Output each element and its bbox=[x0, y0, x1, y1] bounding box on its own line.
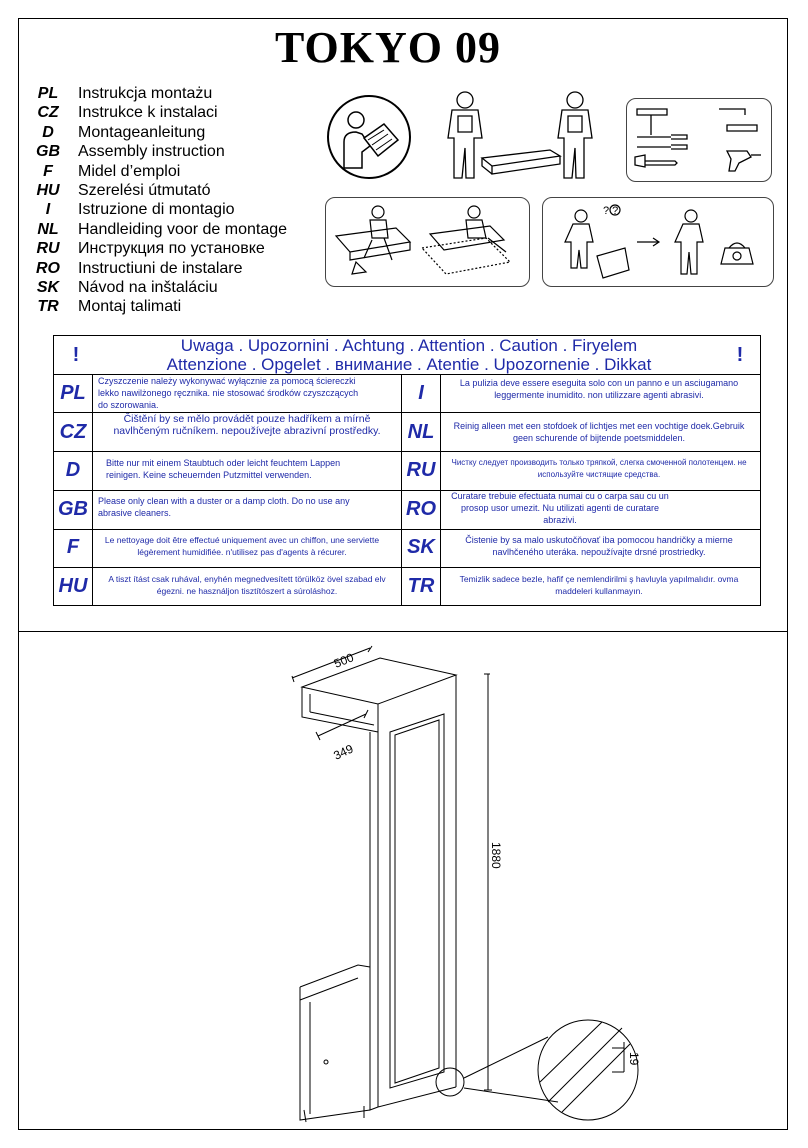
height-dimension: 1880 bbox=[489, 842, 503, 869]
row-text: Temizlik sadece bezle, hafif çe nemlendirilmi ş havluyla yapılmalıdır. ovma maddeleri kullanmayın. bbox=[459, 574, 739, 596]
row-text: Reinig alleen met een stofdoek of lichtjes met een vochtige doek.Gebruik geen schurende of bijtende poetsmiddelen. bbox=[453, 420, 745, 443]
detail-dimension: 19 bbox=[627, 1052, 641, 1066]
row-text: La pulizia deve essere eseguita solo con un panno e un asciugamano leggermente inumidito. non utilizzare agenti abrasivi. bbox=[459, 378, 739, 400]
row-code: CZ bbox=[59, 420, 87, 443]
warning-line-1: Uwaga . Upozornini . Achtung . Attention . Caution . Firyelem bbox=[180, 336, 638, 355]
language-code: PL bbox=[37, 85, 59, 102]
warning-header bbox=[54, 336, 760, 375]
row-text: Čištění by se mělo provádět pouze hadříkem a mírně navlhčeným ručníkem. nepoužívejte abrazivní prostředky. bbox=[113, 412, 381, 438]
warning-row bbox=[54, 374, 760, 413]
row-code: TR bbox=[407, 575, 435, 597]
language-label: Montageanleitung bbox=[78, 123, 206, 141]
row-text: Чистку следует производить только тряпкой, слегка смоченной полотенцем. не используйте чистящие средства. bbox=[451, 458, 747, 480]
floor-protection-icon bbox=[326, 198, 529, 286]
language-label: Szerelési útmutató bbox=[78, 181, 211, 199]
language-code: RU bbox=[36, 240, 60, 258]
language-code: HU bbox=[36, 181, 60, 199]
row-text: A tiszt ítást csak ruhával, enyhén megnedvesített törülköz övel szabad elv égezni. ne használjon tisztítószert a súroláshoz. bbox=[108, 574, 386, 596]
row-code: NL bbox=[407, 420, 435, 443]
warning-row bbox=[54, 451, 760, 490]
row-text: Please only clean with a duster or a damp cloth. Do no use any abrasive cleaners. bbox=[98, 495, 350, 518]
language-code: CZ bbox=[37, 104, 59, 122]
language-code: I bbox=[45, 201, 51, 219]
row-code: PL bbox=[60, 382, 86, 404]
language-code: SK bbox=[36, 278, 60, 296]
warning-row bbox=[54, 413, 760, 452]
row-text: Bitte nur mit einem Staubtuch oder leicht feuchtem Lappen reinigen. Keine scheuernden Putzmittel verwenden. bbox=[106, 458, 341, 481]
language-code: F bbox=[43, 162, 53, 180]
language-label: Assembly instruction bbox=[78, 143, 225, 161]
floor-protection-panel bbox=[325, 197, 530, 287]
language-label: Návod na inštaláciu bbox=[78, 278, 218, 296]
depth-dimension: 349 bbox=[331, 741, 356, 763]
language-label: Instructiuni de instalare bbox=[78, 259, 243, 277]
language-label: Instrukce k instalaci bbox=[78, 104, 218, 122]
row-text: Curatare trebuie efectuata numai cu o carpa sau cu un prosop usor umezit. Nu utilizati agenti de curatare abrazivi. bbox=[451, 490, 669, 525]
svg-text:? ?: ? ? bbox=[603, 205, 619, 217]
tools-panel bbox=[626, 98, 772, 182]
read-instructions-icon bbox=[326, 94, 412, 180]
language-label: Инструкция по установке bbox=[78, 240, 265, 258]
tools-icon bbox=[627, 99, 771, 181]
language-label: Handleiding voor de montage bbox=[78, 220, 288, 238]
warning-row bbox=[54, 567, 760, 606]
row-code: SK bbox=[407, 536, 435, 559]
width-dimension: 500 bbox=[331, 650, 356, 671]
row-code: D bbox=[65, 459, 81, 482]
help-panel bbox=[542, 197, 774, 287]
row-text: Čistenie by sa malo uskutočňovať iba pomocou handričky a mierne navlhčeného uteráka. nepoužívajte drsné prostriedky. bbox=[465, 535, 733, 558]
exclamation-icon: ! bbox=[736, 344, 744, 366]
language-label: Instrukcja montażu bbox=[78, 85, 213, 102]
language-code: GB bbox=[36, 143, 60, 161]
row-text: Le nettoyage doit être effectué uniquement avec un chiffon, une serviette légèrement humidifiée. n'utilisez pas d'agents à récurer. bbox=[104, 535, 380, 558]
cleaning-warning-table bbox=[53, 335, 761, 606]
page-title: TOKYO 09 bbox=[274, 23, 501, 72]
language-label: Montaj talimati bbox=[78, 298, 182, 316]
warning-cells bbox=[54, 374, 760, 606]
exclamation-icon: ! bbox=[72, 344, 80, 366]
row-code: F bbox=[66, 536, 80, 559]
warning-row bbox=[54, 528, 760, 567]
row-code: RU bbox=[406, 459, 436, 482]
row-text: Czyszczenie należy wykonywać wyłącznie za pomocą ściereczki lekko nawilżonego ręcznika. nie stosować środków czyszczących do szorowania. bbox=[98, 376, 359, 410]
warning-row bbox=[54, 490, 760, 529]
two-workers-icon bbox=[430, 86, 610, 182]
warning-line-2: Attenzione . Opgelet . внимание . Atentie . Upozornenie . Dikkat bbox=[166, 355, 652, 374]
language-label: Istruzione di montagio bbox=[78, 201, 235, 219]
language-label: Midel d’emploi bbox=[78, 162, 181, 180]
language-code: RO bbox=[36, 259, 60, 277]
row-code: HU bbox=[58, 575, 88, 597]
furniture-drawing bbox=[18, 632, 788, 1130]
row-code: RO bbox=[406, 497, 436, 520]
language-code: D bbox=[42, 123, 54, 141]
call-for-help-icon bbox=[543, 198, 773, 286]
row-code: I bbox=[418, 382, 424, 404]
language-code: TR bbox=[37, 298, 59, 316]
row-code: GB bbox=[58, 497, 88, 520]
language-code: NL bbox=[37, 220, 59, 238]
